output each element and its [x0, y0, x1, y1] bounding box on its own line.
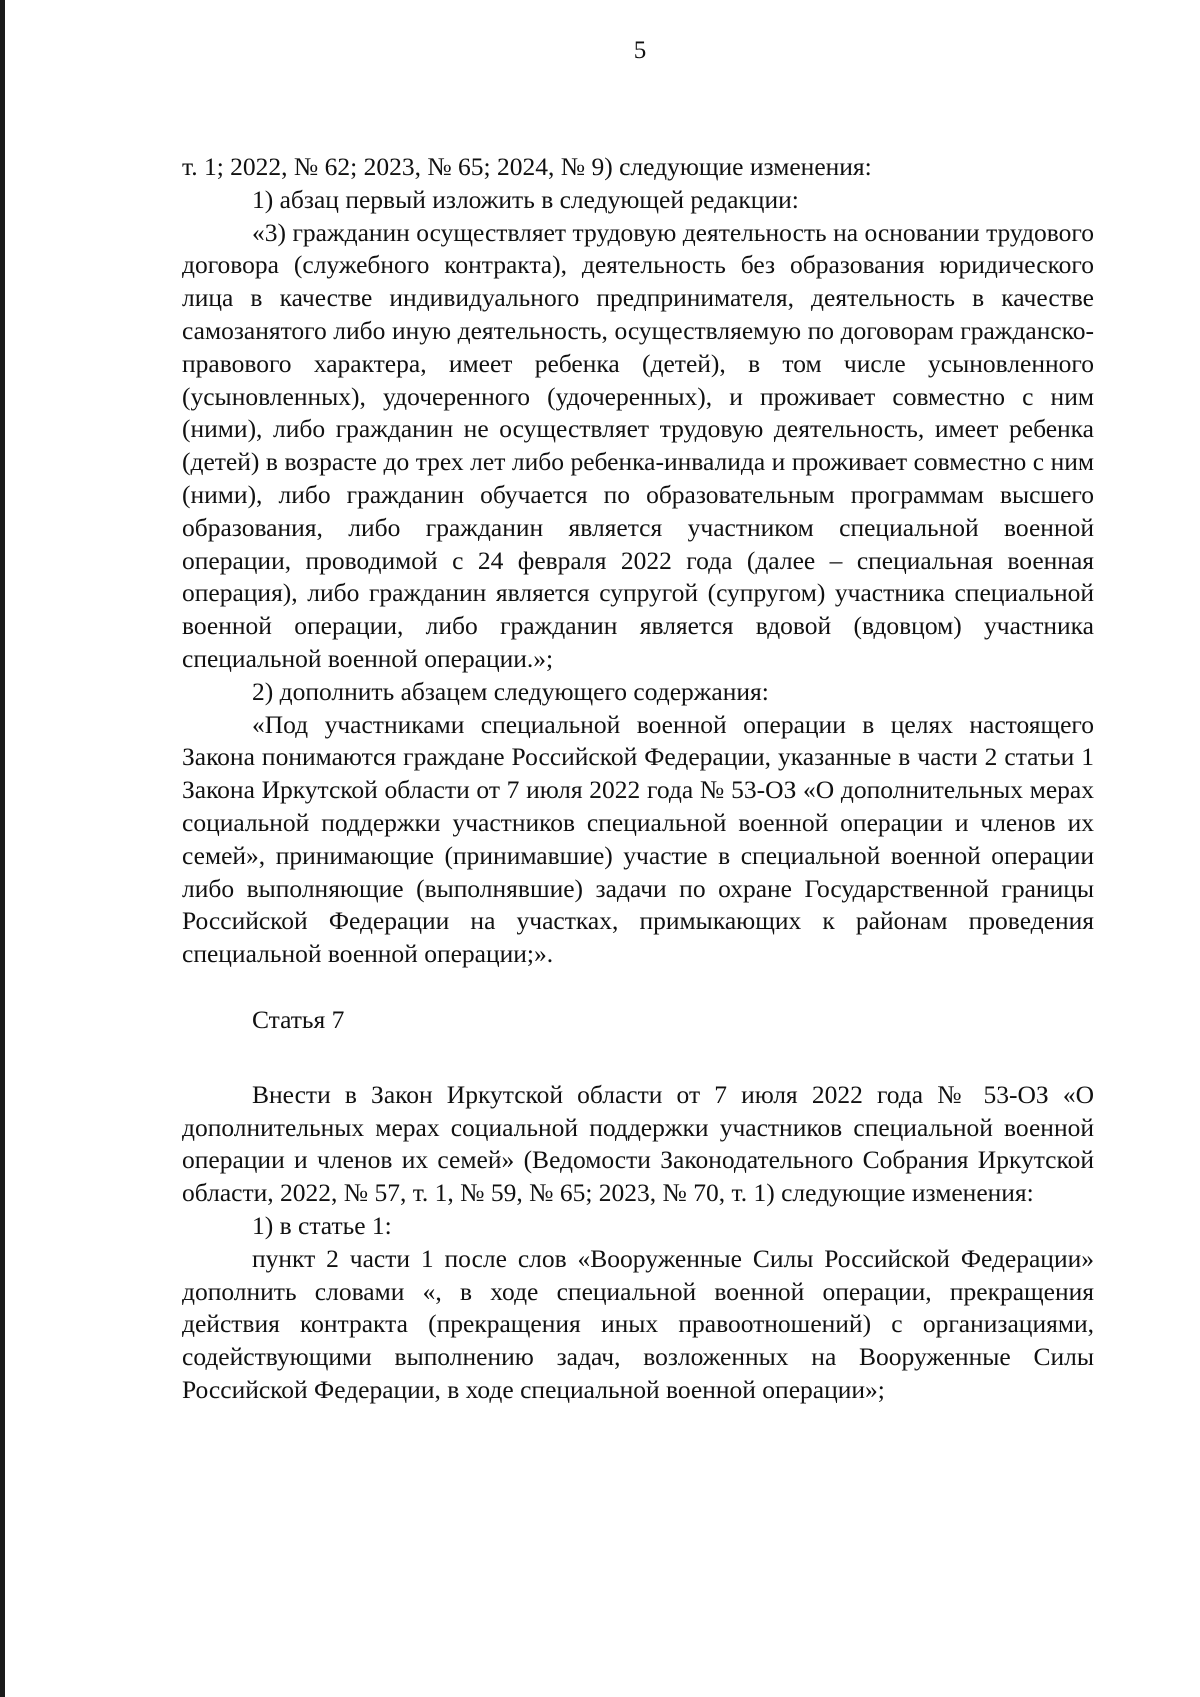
document-body — [182, 151, 1094, 1407]
scan-edge — [0, 0, 5, 1697]
paragraph-item-1: 1) абзац первый изложить в следующей редакции: — [252, 184, 799, 214]
paragraph-quoted-item-3: «3) гражданин осуществляет трудовую деятельность на основании трудового договора (служебного контракта), деятельность без образования юридического лица в качестве индивидуального предпринимателя, деятельность в качестве самозанятого либо иную деятельность, осуществляемую по договорам гражданско-правового характера, имеет ребенка (детей), в том числе усыновленного (усыновленных), удочеренного (удочеренных), и проживает совместно с ним (ними), либо гражданин не осуществляет трудовую деятельность, имеет ребенка (детей) в возрасте до трех лет либо ребенка-инвалида и проживает совместно с ним (ними), либо гражданин обучается по образовательным программам высшего образования, либо гражданин является участником специальной военной операции, проводимой с 24 февраля 2022 года (далее – специальная военная операция), либо гражданин является супругой (супругом) участника специальной военной операции, либо гражданин является вдовой (вдовцом) участника специальной военной операции.»; — [182, 217, 1094, 673]
paragraph-continuation: т. 1; 2022, № 62; 2023, № 65; 2024, № 9) следующие изменения: — [182, 152, 872, 181]
paragraph-article-item-1: 1) в статье 1: — [252, 1210, 392, 1240]
paragraph-article-clause: пункт 2 части 1 после слов «Вооруженные Силы Российской Федерации» дополнить словами «, в ходе специальной военной операции, прекращения действия контракта (прекращения иных правоотношений) с организациями, содействующими выполнению задач, возложенных на Вооруженные Силы Российской Федерации, в ходе специальной военной операции»; — [182, 1243, 1094, 1404]
article-heading: Статья 7 — [252, 1004, 345, 1034]
paragraph-article-intro: Внести в Закон Иркутской области от 7 июля 2022 года № 53-ОЗ «О дополнительных мерах социальной поддержки участников специальной военной операции и членов их семей» (Ведомости Законодательного Собрания Иркутской области, 2022, № 57, т. 1, № 59, № 65; 2023, № 70, т. 1) следующие изменения: — [182, 1079, 1094, 1208]
paragraph-quoted-addition: «Под участниками специальной военной операции в целях настоящего Закона понимаются граждане Российской Федерации, указанные в части 2 статьи 1 Закона Иркутской области от 7 июля 2022 года № 53-ОЗ «О дополнительных мерах социальной поддержки участников специальной военной операции и членов их семей», принимающие (принимавшие) участие в специальной военной операции либо выполняющие (выполнявшие) задачи по охране Государственной границы Российской Федерации на участках, примыкающих к районам проведения специальной военной операции;». — [182, 709, 1094, 969]
paragraph-item-2: 2) дополнить абзацем следующего содержания: — [252, 676, 769, 706]
page-number: 5 — [633, 37, 647, 64]
